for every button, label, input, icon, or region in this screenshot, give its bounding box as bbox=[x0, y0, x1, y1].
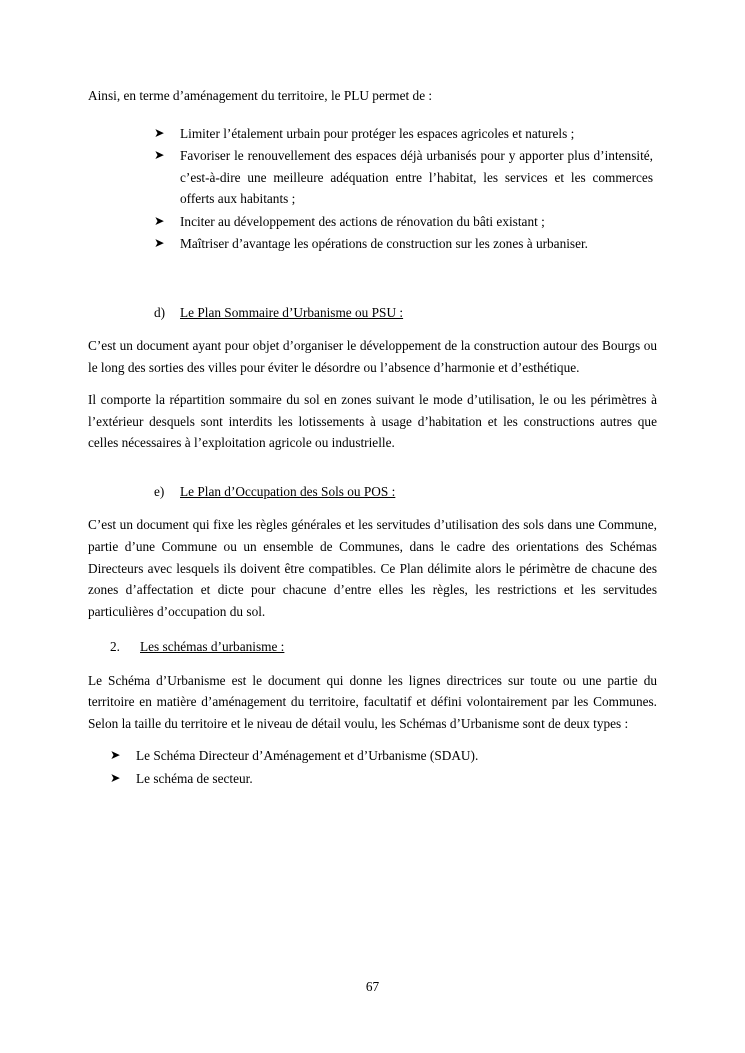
heading-enumerator: d) bbox=[154, 304, 166, 320]
page-number: 67 bbox=[365, 979, 380, 994]
list-item-text: Maîtriser d’avantage les opérations de construction sur les zones à urbaniser. bbox=[180, 236, 589, 252]
schemas-bullet-list bbox=[110, 745, 657, 789]
section-spacer bbox=[88, 256, 657, 302]
intro-paragraph: Ainsi, en terme d’aménagement du territoire, le PLU permet de : bbox=[88, 88, 433, 103]
list-item-text: Le Schéma Directeur d’Aménagement et d’Urbanisme (SDAU). bbox=[136, 748, 479, 764]
list-item bbox=[110, 745, 657, 767]
heading-enumerator: e) bbox=[154, 483, 165, 499]
section-spacer bbox=[88, 465, 657, 481]
psu-paragraph-1: C’est un document ayant pour objet d’organiser le développement de la construction autour des Bourgs ou le long des sorties des villes pour éviter le désordre ou l’absence d’harmonie et d’esthétique. bbox=[88, 338, 657, 375]
heading-enumerator: 2. bbox=[110, 639, 120, 655]
plu-bullet-list bbox=[154, 123, 653, 255]
heading-schemas bbox=[110, 636, 657, 658]
arrow-bullet-icon: ➤ bbox=[110, 769, 121, 785]
arrow-bullet-icon: ➤ bbox=[154, 147, 165, 163]
pos-paragraph-1: C’est un document qui fixe les règles générales et les servitudes d’utilisation des sols dans une Commune, partie d’une Commune ou un ensemble de Communes, dans le cadre des orientations des Schémas Directeurs avec lesquels ils doivent être compatibles. Ce Plan délimite alors le périmètre de chacune des zones d’affectation et dicte pour chacune d’entre elles les règles, les restrictions et les servitudes particulières d’occupation du sol. bbox=[88, 517, 657, 619]
heading-psu bbox=[154, 302, 657, 324]
heading-title: Les schémas d’urbanisme : bbox=[140, 639, 285, 655]
list-item bbox=[154, 233, 653, 255]
psu-paragraph-2: Il comporte la répartition sommaire du sol en zones suivant le mode d’utilisation, le ou les périmètres à l’extérieur desquels sont interdits les lotissements à usage d’habitation et les constructions autres que celles nécessaires à l’exploitation agricole ou industrielle. bbox=[88, 392, 657, 451]
list-item bbox=[154, 145, 653, 210]
list-item-text: Le schéma de secteur. bbox=[136, 770, 253, 786]
list-item-text: Limiter l’étalement urbain pour protéger les espaces agricoles et naturels ; bbox=[180, 125, 575, 141]
heading-pos bbox=[154, 481, 657, 503]
arrow-bullet-icon: ➤ bbox=[154, 124, 165, 140]
list-item-text: Inciter au développement des actions de rénovation du bâti existant ; bbox=[180, 213, 545, 229]
schemas-paragraph-1: Le Schéma d’Urbanisme est le document qui donne les lignes directrices sur toute ou une partie du territoire en matière d’aménagement du territoire, facultatif et défini volontairement par les Communes. Selon la taille du territoire et le niveau de détail voulu, les Schémas d’Urbanisme sont de deux types : bbox=[88, 672, 657, 731]
list-item bbox=[154, 123, 653, 145]
list-item bbox=[110, 768, 657, 790]
arrow-bullet-icon: ➤ bbox=[154, 235, 165, 251]
list-item bbox=[154, 211, 653, 233]
heading-title: Le Plan d’Occupation des Sols ou POS : bbox=[180, 483, 396, 499]
list-item-text: Favoriser le renouvellement des espaces déjà urbanisés pour y apporter plus d’intensité, c’est-à-dire une meilleure adéquation entre l’habitat, les services et les commerces offerts aux habitants ; bbox=[180, 148, 653, 207]
heading-title: Le Plan Sommaire d’Urbanisme ou PSU : bbox=[180, 304, 404, 320]
arrow-bullet-icon: ➤ bbox=[110, 747, 121, 763]
arrow-bullet-icon: ➤ bbox=[154, 212, 165, 228]
